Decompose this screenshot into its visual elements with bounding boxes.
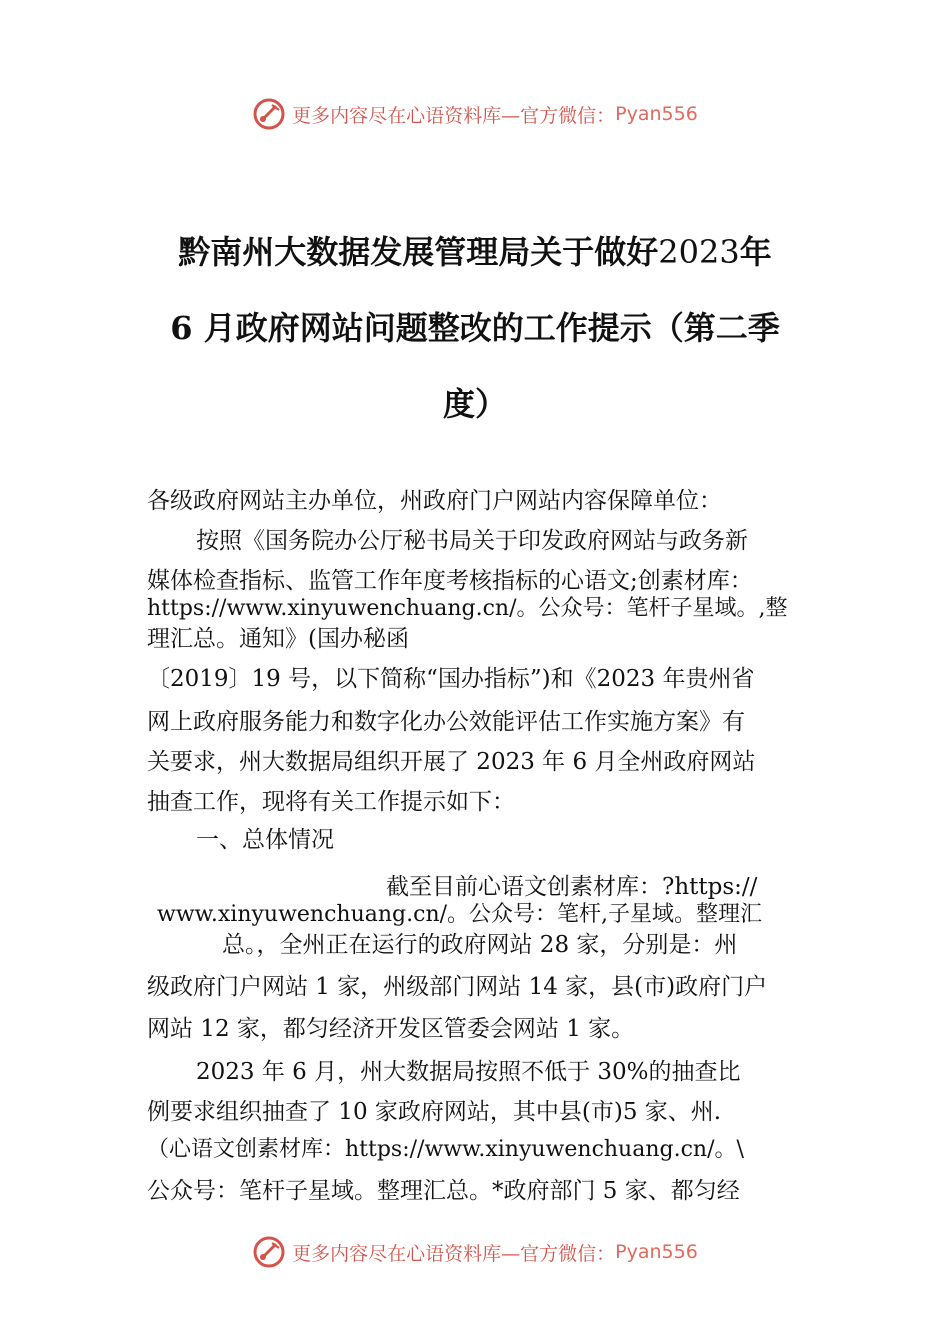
body-line: 网站 12 家，都匀经济开发区管委会网站 1 家。 [147,1016,635,1042]
body-line: 按照《国务院办公厅秘书局关于印发政府网站与政务新 [196,528,748,554]
body-line: 截至目前心语文创素材库：?https:// [386,874,758,900]
body-line: 2023 年 6 月，州大数据局按照不低于 30%的抽查比 [196,1059,741,1085]
body-line: www.xinyuwenchuang.cn/。公众号：笔杆,子星域。整理汇 [157,902,763,927]
body-line-salutation: 各级政府网站主办单位，州政府门户网站内容保障单位： [147,488,722,514]
body-line: 公众号：笔杆子星域。整理汇总。*政府部门 5 家、都匀经 [147,1178,740,1204]
body-line: 理汇总。通知》(国办秘函 [147,626,409,652]
body-line: （心语文创素材库：https://www.xinyuwenchuang.cn/。\ [147,1137,744,1162]
banner-wechat-id: Pyan556 [615,1241,698,1263]
body-line: https://www.xinyuwenchuang.cn/。公众号：笔杆子星域。,整 [147,596,788,621]
title-line-1 [120,214,830,290]
banner-text: 更多内容尽在心语资料库—官方微信： [292,1242,616,1265]
body-line: 〔2019〕19 号，以下简称“国办指标”)和《2023 年贵州省 [147,666,755,692]
banner-wechat-id: Pyan556 [615,103,698,125]
document-title [120,214,830,442]
title-line-1-text: 黔南州大数据发展管理局关于做好 [178,233,659,271]
title-line-2: 6 月政府网站问题整改的工作提示（第二季 [170,309,780,347]
body-line: 媒体检查指标、监管工作年度考核指标的心语文;创素材库： [147,568,753,594]
title-year: 2023 [658,233,740,271]
body-line: 例要求组织抽查了 10 家政府网站，其中县(市)5 家、州. [147,1099,722,1125]
banner-text: 更多内容尽在心语资料库—官方微信： [292,104,616,127]
section-heading: 一、总体情况 [196,827,334,853]
brush-logo-icon [252,1235,286,1269]
brush-logo-icon [252,97,286,131]
title-line-1-suffix: 年 [739,233,772,271]
body-line: 总。，全州正在运行的政府网站 28 家，分别是：州 [222,932,738,958]
body-line: 关要求，州大数据局组织开展了 2023 年 6 月全州政府网站 [147,749,756,775]
body-line: 级政府门户网站 1 家，州级部门网站 14 家，县(市)政府门户 [147,974,768,1000]
bottom-watermark-banner [0,1232,950,1272]
top-watermark-banner [0,94,950,134]
body-line: 抽查工作，现将有关工作提示如下： [147,789,515,815]
body-line: 网上政府服务能力和数字化办公效能评估工作实施方案》有 [147,709,745,735]
title-line-3: 度） [442,385,507,423]
